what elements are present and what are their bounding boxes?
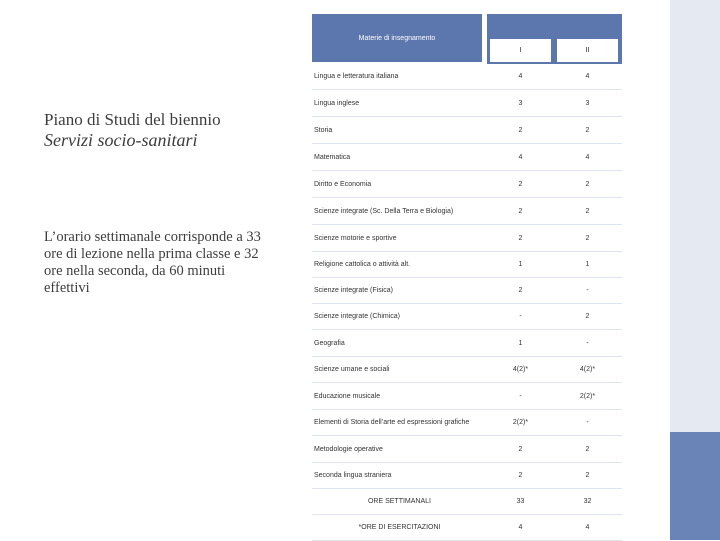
subject-cell: Scienze integrate (Chimica) xyxy=(314,313,400,320)
table-row xyxy=(312,278,622,304)
totals-row xyxy=(312,489,622,515)
subject-cell: Lingua inglese xyxy=(314,99,360,107)
table-row xyxy=(312,252,622,278)
subject-cell: Scienze umane e sociali xyxy=(314,366,390,373)
subject-cell: Seconda lingua straniera xyxy=(314,472,392,479)
table-row xyxy=(312,171,622,198)
year-2-hours-cell: 4 xyxy=(585,524,590,531)
year-2-hours-cell: 2 xyxy=(585,234,590,242)
year-1-hours-cell: 1 xyxy=(518,339,523,347)
year-2-hours-cell: 2 xyxy=(585,445,590,453)
subject-cell: Storia xyxy=(314,126,333,134)
subject-cell: *ORE DI ESERCITAZIONI xyxy=(358,524,441,531)
decorative-side-accent xyxy=(670,432,720,540)
table-row xyxy=(312,383,622,410)
year-2-hours-cell: 2(2)* xyxy=(579,392,596,400)
subject-cell: Lingua e letteratura italiana xyxy=(314,73,399,80)
subject-cell: Matematica xyxy=(314,153,351,161)
year-1-hours-cell: 2(2)* xyxy=(512,419,529,426)
year-2-hours-cell: 4(2)* xyxy=(579,366,596,373)
subject-column-header: Materie di insegnamento xyxy=(312,14,482,62)
table-row xyxy=(312,225,622,252)
subject-cell: Scienze integrate (Fisica) xyxy=(314,287,393,294)
year-1-hours-cell: 2 xyxy=(518,472,523,479)
year-2-hours-cell: 4 xyxy=(585,73,590,80)
table-row xyxy=(312,436,622,463)
year-1-hours-cell: 2 xyxy=(518,126,523,134)
year-2-hours-cell: - xyxy=(586,287,589,294)
year-1-hours-cell: - xyxy=(519,392,522,400)
subject-cell: Elementi di Storia dell’arte ed espressioni grafiche xyxy=(314,419,470,426)
year-1-hours-cell: 2 xyxy=(518,234,523,242)
table-row xyxy=(312,144,622,171)
slide-title xyxy=(44,110,294,150)
year-2-hours-cell: - xyxy=(586,419,589,426)
year-1-hours-cell: 2 xyxy=(518,207,523,215)
table-row xyxy=(312,117,622,144)
decorative-side-band xyxy=(670,0,720,540)
curriculum-table xyxy=(312,14,622,541)
table-row xyxy=(312,304,622,330)
year-2-hours-cell: 2 xyxy=(585,472,590,479)
table-row xyxy=(312,357,622,383)
subject-cell: Scienze integrate (Sc. Della Terra e Biologia) xyxy=(314,207,454,215)
year-2-hours-cell: 3 xyxy=(585,99,590,107)
subject-cell: ORE SETTIMANALI xyxy=(367,498,431,505)
year-1-hours-cell: 2 xyxy=(518,445,523,453)
schedule-note: L’orario settimanale corrisponde a 33 ore di lezione nella prima classe e 32 ore nella seconda, da 60 minuti effettivi xyxy=(44,229,261,296)
year-1-hours-cell: 3 xyxy=(518,99,523,107)
table-row xyxy=(312,64,622,90)
year-2-hours-cell: - xyxy=(586,339,589,347)
year-1-hours-cell: 33 xyxy=(516,498,525,505)
title-line-2: Servizi socio-sanitari xyxy=(44,129,198,150)
year-2-header: II xyxy=(557,39,618,62)
title-line-1: Piano di Studi del biennio xyxy=(44,110,221,129)
subject-cell: Diritto e Economia xyxy=(314,180,372,188)
subject-cell: Educazione musicale xyxy=(314,392,381,400)
table-body xyxy=(312,64,622,541)
year-1-hours-cell: 1 xyxy=(518,261,523,268)
years-header-block xyxy=(487,14,622,64)
year-1-header: I xyxy=(490,39,551,62)
year-1-hours-cell: 4 xyxy=(518,153,523,161)
table-row xyxy=(312,463,622,489)
totals-row xyxy=(312,515,622,541)
subject-cell: Religione cattolica o attività alt. xyxy=(314,261,411,268)
year-2-hours-cell: 2 xyxy=(585,313,590,320)
table-header xyxy=(312,14,622,64)
year-1-hours-cell: 2 xyxy=(518,287,523,294)
subject-cell: Metodologie operative xyxy=(314,445,383,453)
table-row xyxy=(312,330,622,357)
subject-cell: Geografia xyxy=(314,339,345,347)
year-2-hours-cell: 32 xyxy=(583,498,592,505)
table-row xyxy=(312,90,622,117)
year-2-hours-cell: 2 xyxy=(585,126,590,134)
year-1-hours-cell: 2 xyxy=(518,180,523,188)
year-1-hours-cell: 4(2)* xyxy=(512,366,529,373)
year-2-hours-cell: 2 xyxy=(585,180,590,188)
year-2-hours-cell: 4 xyxy=(585,153,590,161)
year-2-hours-cell: 2 xyxy=(585,207,590,215)
table-row xyxy=(312,198,622,225)
year-1-hours-cell: 4 xyxy=(518,73,523,80)
year-1-hours-cell: - xyxy=(519,313,522,320)
table-row xyxy=(312,410,622,436)
year-2-hours-cell: 1 xyxy=(585,261,590,268)
subject-cell: Scienze motorie e sportive xyxy=(314,234,397,242)
year-1-hours-cell: 4 xyxy=(518,524,523,531)
